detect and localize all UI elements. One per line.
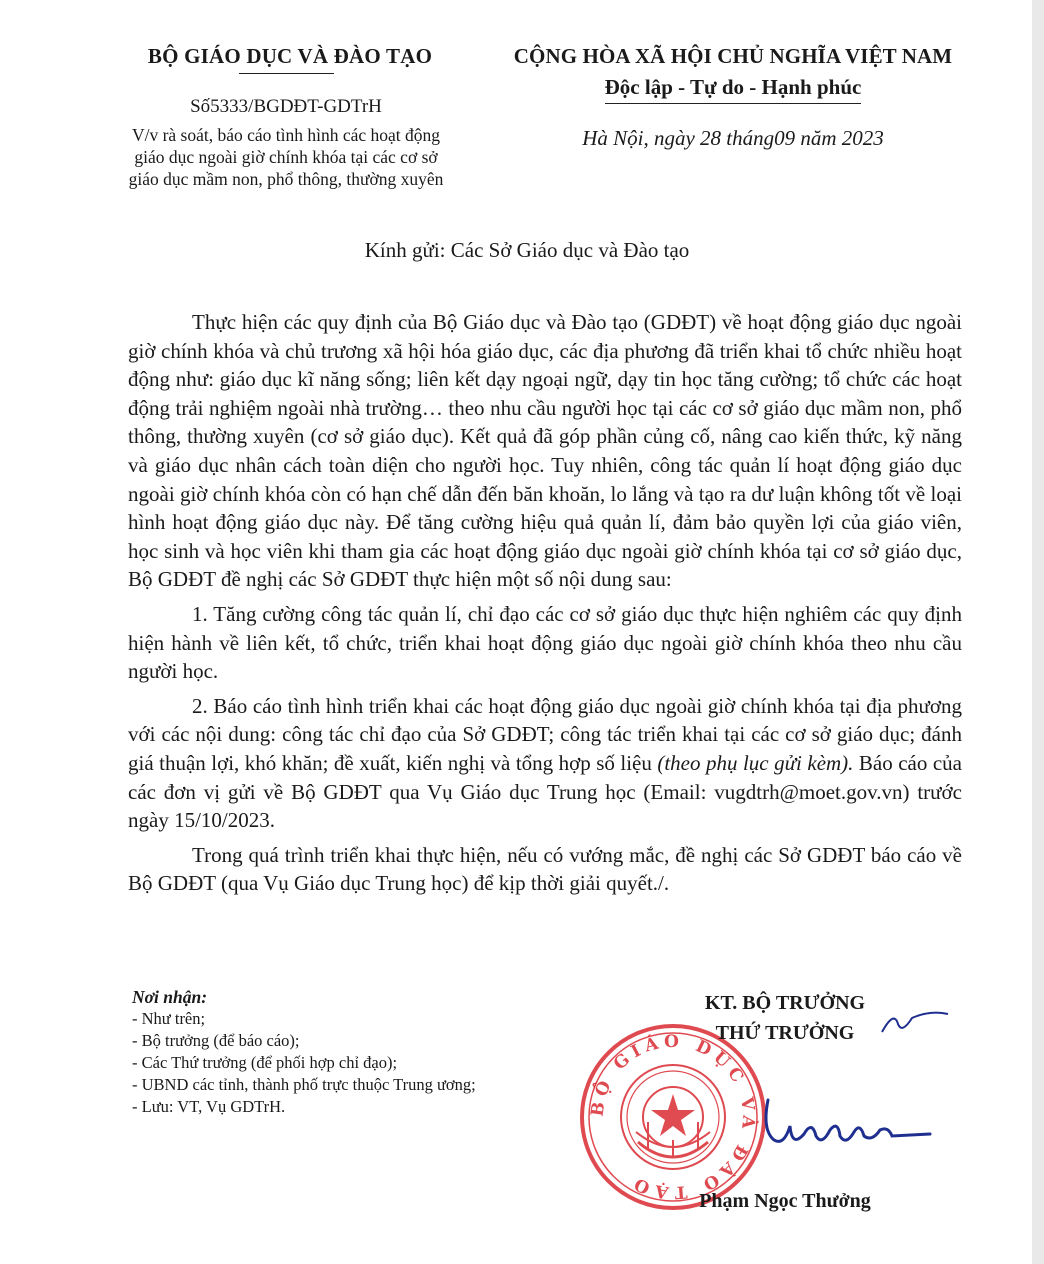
appendix-note: (theo phụ lục gửi kèm).: [657, 750, 854, 775]
official-seal: [578, 1022, 768, 1212]
document-body: [128, 308, 962, 898]
distribution-item: - Bộ trưởng (để báo cáo);: [132, 1031, 300, 1050]
distribution-item: - UBND các tỉnh, thành phố trực thuộc Trung ương;: [132, 1075, 476, 1094]
ministry-underline: [239, 73, 334, 74]
signer-role-2: THỨ TRƯỞNG: [715, 1022, 855, 1044]
document-subject: [86, 124, 486, 190]
distribution-item: - Như trên;: [132, 1009, 206, 1028]
item-2-text: 2. Báo cáo tình hình triển khai các hoạt động giáo dục ngoài giờ chính khóa tại địa phương với các nội dung: công tác chỉ đạo của Sở GDĐT; công tác triển khai tại các cơ sở giáo dục; đánh giá thuận lợi, khó khăn; đề xuất, kiến nghị và tổng hợp số liệu: [128, 693, 962, 775]
distribution-item: - Các Thứ trưởng (để phối hợp chỉ đạo);: [132, 1053, 398, 1072]
item-1-paragraph: 1. Tăng cường công tác quản lí, chỉ đạo các cơ sở giáo dục thực hiện nghiêm các quy định hiện hành về liên kết, tổ chức, triển khai hoạt động giáo dục ngoài giờ chính khóa theo nhu cầu người học.: [128, 601, 962, 684]
subject-line: giáo dục ngoài giờ chính khóa tại các cơ sở: [134, 147, 438, 167]
place-date: Hà Nội, ngày 28 tháng09 năm 2023: [582, 126, 884, 150]
item-2-deadline: Báo cáo của các đơn vị gửi về Bộ GDĐT qua Vụ Giáo dục Trung học (Email: vugdtrh@moet.gov.vn) trước ngày 15/10/2023.: [128, 750, 962, 833]
republic-title: CỘNG HÒA XÃ HỘI CHỦ NGHĨA VIỆT NAM: [513, 44, 953, 68]
distribution-title: Nơi nhận:: [132, 987, 208, 1007]
distribution-list: [132, 986, 602, 1118]
national-motto: [605, 75, 862, 104]
signer-name: Phạm Ngọc Thưởng: [699, 1190, 871, 1212]
motto-underline: [605, 103, 862, 104]
addressee-line: Kính gửi: Các Sở Giáo dục và Đào tạo: [364, 238, 690, 262]
document-number: Số5333/BGDĐT-GDTrH: [190, 96, 382, 117]
ministry-name: BỘ GIÁO DỤC VÀ ĐÀO TẠO: [147, 44, 433, 68]
motto-text: Độc lập - Tự do - Hạnh phúc: [604, 75, 862, 99]
subject-line: giáo dục mầm non, phổ thông, thường xuyên: [128, 169, 444, 189]
signer-role-1: KT. BỘ TRƯỞNG: [704, 992, 866, 1014]
closing-paragraph: Trong quá trình triển khai thực hiện, nếu có vướng mắc, đề nghị các Sở GDĐT báo cáo về Bộ GDĐT (qua Vụ Giáo dục Trung học) để kịp thời giải quyết./.: [128, 842, 962, 896]
national-header: [478, 44, 988, 151]
distribution-item: - Lưu: VT, Vụ GDTrH.: [132, 1097, 286, 1116]
seal-text: BỘ GIÁO DỤC VÀ ĐÀO TẠO: [587, 1031, 759, 1203]
page-edge: [1032, 0, 1044, 1264]
handwritten-signature: [760, 1090, 940, 1160]
intro-paragraph: Thực hiện các quy định của Bộ Giáo dục và Đào tạo (GDĐT) về hoạt động giáo dục ngoài giờ chính khóa và chủ trương xã hội hóa giáo dục, các địa phương đã triển khai tổ chức nhiều hoạt động như: giáo dục kĩ năng sống; liên kết dạy ngoại ngữ, dạy tin học tăng cường; tổ chức các hoạt động trải nghiệm ngoài nhà trường… theo nhu cầu người học tại các cơ sở giáo dục mầm non, phổ thông, thường xuyên (cơ sở giáo dục). Kết quả đã góp phần củng cố, nâng cao kiến thức, kỹ năng và giáo dục nhân cách toàn diện cho người học. Tuy nhiên, công tác quản lí hoạt động giáo dục ngoài giờ chính khóa còn có hạn chế dẫn đến băn khoăn, lo lắng và tạo ra dư luận không tốt về loại hình hoạt động giáo dục này. Để tăng cường hiệu quả quản lí, đảm bảo quyền lợi của giáo viên, học sinh và học viên khi tham gia các hoạt động giáo dục ngoài giờ chính khóa tại cơ sở giáo dục, Bộ GDĐT đề nghị các Sở GDĐT thực hiện một số nội dung sau:: [128, 310, 962, 592]
subject-line: V/v rà soát, báo cáo tình hình các hoạt động: [131, 125, 441, 145]
initial-mark: [872, 1000, 952, 1040]
issuer-header: [86, 44, 486, 190]
item-2-paragraph: [128, 692, 962, 835]
